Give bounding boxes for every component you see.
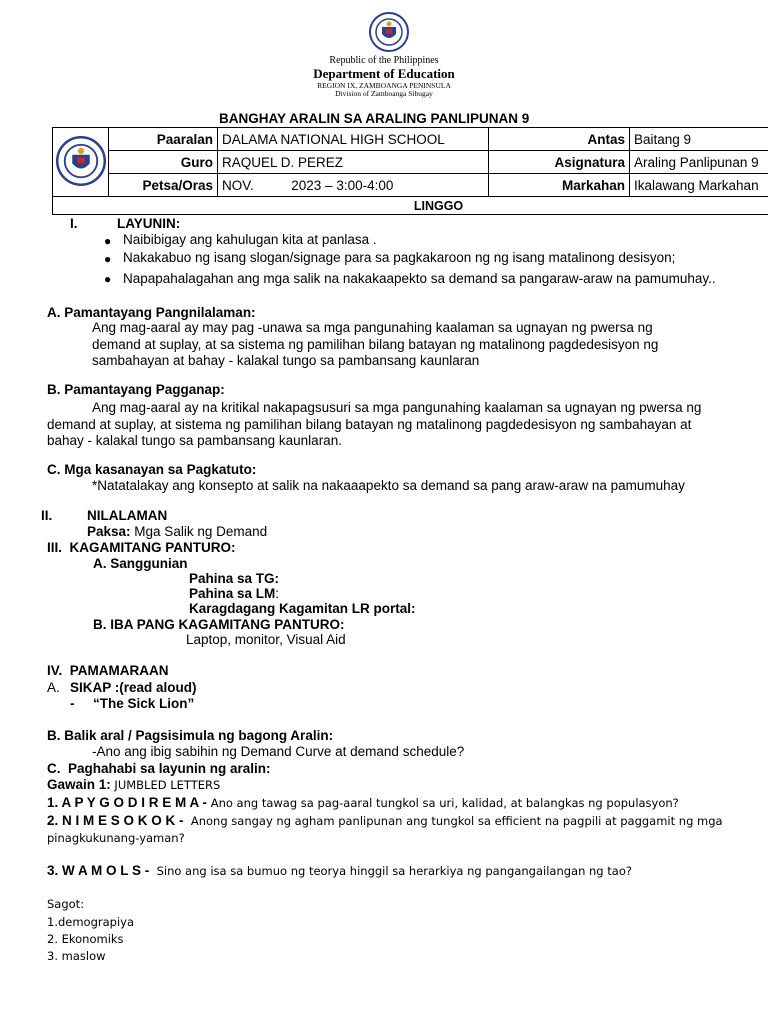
paksa-line (87, 524, 267, 539)
linggo-label: LINGGO (413, 198, 464, 213)
answer-1: 1.demograpiya (47, 915, 135, 929)
jumbled-question-2: Anong sangay ng agham panlipunan ang tungkol sa efficient na pagpili at paggamit ng mga (183, 814, 723, 828)
jumbled-item-3 (47, 863, 632, 878)
sikap-label: SIKAP :(read aloud) (70, 680, 197, 695)
table-row (53, 197, 768, 215)
label-markahan: Markahan (489, 174, 630, 197)
sikap-letter: A. (47, 680, 60, 695)
value-petsa: NOV. 2023 – 3:00-4:00 (218, 174, 489, 197)
pahina-lm-label: Pahina sa LM (189, 586, 276, 601)
table-row (53, 174, 768, 197)
answer-3: 3. maslow (47, 949, 106, 963)
story-dash: - (70, 696, 75, 711)
sagot-label: Sagot: (47, 897, 85, 911)
iba-pang-kagamitan-label: B. IBA PANG KAGAMITANG PANTURO: (93, 617, 345, 632)
info-table (52, 127, 768, 215)
bullet-dot-icon: ● (104, 252, 112, 266)
value-paaralan: DALAMA NATIONAL HIGH SCHOOL (218, 128, 489, 151)
sanggunian-label: A. Sanggunian (93, 556, 188, 571)
header-region: REGION IX, ZAMBOANGA PENINSULA (317, 81, 451, 90)
value-antas: Baitang 9 (630, 128, 768, 151)
paksa-label: Paksa: (87, 524, 131, 539)
deped-seal-icon (56, 136, 106, 186)
jumbled-word-3: 3. W A M O L S - (47, 863, 150, 878)
seal-cell (53, 128, 109, 197)
deped-seal-top (369, 12, 409, 52)
layunin-bullet-3: Napapahalagahan ang mga salik na nakakaapekto sa demand sa pangaraw-araw na pamumuhay.. (123, 271, 716, 286)
balik-aral-question: -Ano ang ibig sabihin ng Demand Curve at demand schedule? (92, 744, 465, 759)
answer-2: 2. Ekonomiks (47, 932, 124, 946)
value-guro: RAQUEL D. PEREZ (218, 151, 489, 174)
section-b-text: Ang mag-aaral ay na kritikal nakapagsusuri sa mga pangunahing kaalaman sa ugnayan ng pwersa ng demand at suplay, at sistema ng pamilihan bilang batayan ng matalinong pagdedesisyon ng sambahayan at bahay - kalakal tungo sa pambansang kaunlaran. (47, 400, 702, 448)
label-paaralan: Paaralan (109, 128, 218, 151)
kagamitan-heading: III. KAGAMITANG PANTURO: (47, 540, 236, 555)
jumbled-question-1: Ano ang tawag sa pag-aaral tungkol sa uri, kalidad, at balangkas ng populasyon? (207, 796, 679, 810)
pahina-tg-label: Pahina sa TG: (189, 571, 280, 586)
layunin-heading: LAYUNIN: (117, 216, 181, 231)
jumbled-item-1 (47, 795, 679, 810)
nilalaman-number: II. (41, 508, 53, 523)
iba-pang-kagamitan-items: Laptop, monitor, Visual Aid (186, 632, 346, 647)
label-antas: Antas (489, 128, 630, 151)
value-asignatura: Araling Panlipunan 9 (630, 151, 768, 174)
table-footer-linggo (53, 197, 768, 215)
pahina-lm-colon: : (275, 586, 280, 601)
page-title: BANGHAY ARALIN SA ARALING PANLIPUNAN 9 (219, 111, 530, 126)
section-c-text: *Natatalakay ang konsepto at salik na nakaaapekto sa demand sa pang araw-araw na pamumuhay (92, 478, 685, 493)
jumbled-question-3: Sino ang isa sa bumuo ng teorya hinggil sa herarkiya ng pangangailangan ng tao? (149, 864, 632, 878)
label-asignatura: Asignatura (489, 151, 630, 174)
paksa-value: Mga Salik ng Demand (130, 524, 268, 539)
section-a-text: Ang mag-aaral ay may pag -unawa sa mga pangunahing kaalaman sa ugnayan ng pwersa ng demand at suplay, at sa sistema ng pamilihan bilang batayan ng matalinong pagdedesisyon ng sambahayan at bahay - kalakal tungo sa pambansang kaunlaran (92, 320, 659, 368)
pahina-lm-line (189, 586, 279, 601)
pamamaraan-heading: IV. PAMAMARAAN (47, 663, 169, 678)
section-b-heading: B. Pamantayang Pagganap: (47, 382, 225, 397)
jumbled-question-2-cont: pinagkukunang-yaman? (47, 831, 185, 845)
header-division: Division of Zamboanga Sibugay (335, 89, 433, 98)
layunin-bullet-1: Naibibigay ang kahulugan kita at panlasa . (123, 232, 377, 247)
story-title: “The Sick Lion” (93, 696, 195, 711)
header-republic: Republic of the Philippines (329, 55, 439, 66)
table-row (53, 128, 768, 151)
section-a-heading: A. Pamantayang Pangnilalaman: (47, 305, 256, 320)
lr-portal-label: Karagdagang Kagamitan LR portal: (189, 601, 416, 616)
gawain-line (47, 777, 220, 792)
layunin-bullet-2: Nakakabuo ng isang slogan/signage para sa pagkakaroon ng ng isang matalinong desisyon; (123, 250, 676, 265)
layunin-number: I. (70, 216, 78, 231)
bullet-dot-icon: ● (104, 234, 112, 248)
label-petsa: Petsa/Oras (109, 174, 218, 197)
gawain-label: Gawain 1: (47, 777, 111, 792)
label-guro: Guro (109, 151, 218, 174)
header-department: Department of Education (313, 66, 455, 81)
bullet-dot-icon: ● (104, 272, 112, 286)
jumbled-word-2: 2. N I M E S O K O K - (47, 813, 184, 828)
balik-aral-heading: B. Balik aral / Pagsisimula ng bagong Aralin: (47, 728, 334, 743)
jumbled-word-1: 1. A P Y G O D I R E M A - (47, 795, 208, 810)
paghahabi-heading: C. Paghahabi sa layunin ng aralin: (47, 761, 271, 776)
gawain-title: JUMBLED LETTERS (110, 778, 221, 792)
section-c-heading: C. Mga kasanayan sa Pagkatuto: (47, 462, 257, 477)
nilalaman-heading: NILALAMAN (87, 508, 168, 523)
jumbled-item-2 (47, 813, 723, 828)
value-markahan: Ikalawang Markahan (630, 174, 768, 197)
table-row (53, 151, 768, 174)
